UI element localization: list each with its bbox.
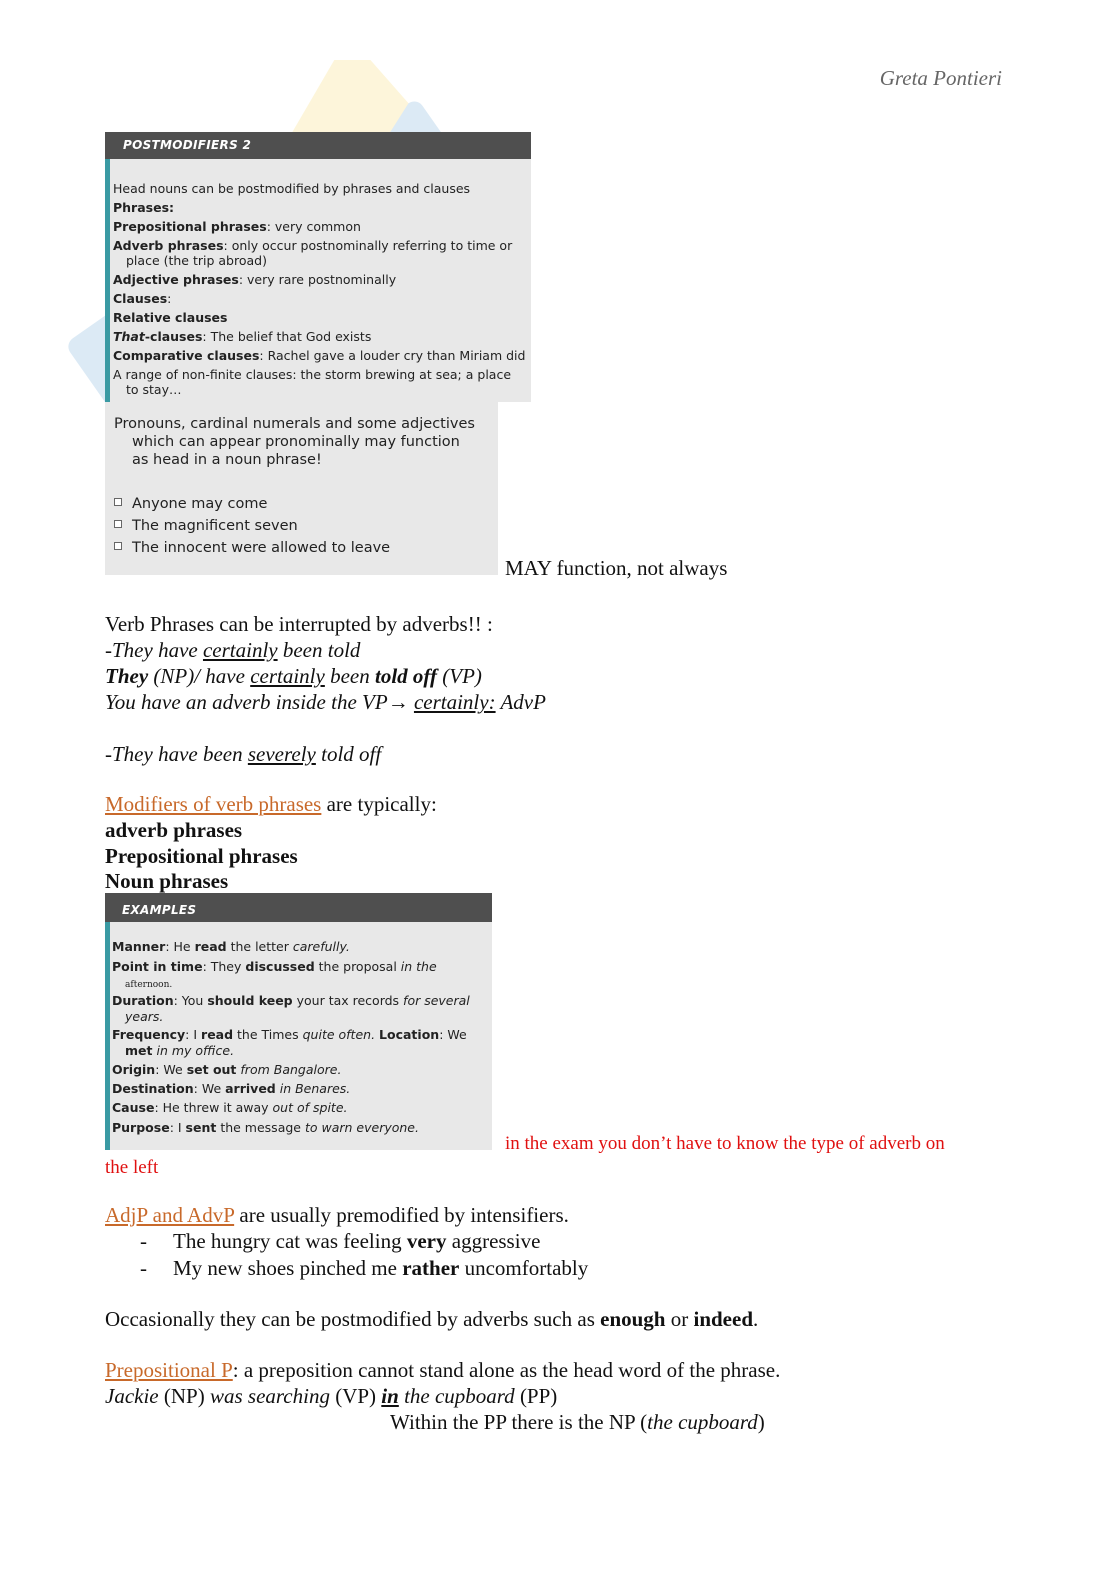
example-line: Cause: He threw it away out of spite. bbox=[112, 1100, 348, 1115]
slide-accent-bar bbox=[105, 132, 110, 402]
examples-slide bbox=[105, 893, 492, 1150]
prep-within: Within the PP there is the NP (the cupboard) bbox=[390, 1410, 765, 1434]
slide-header: POSTMODIFIERS 2 bbox=[105, 132, 531, 159]
slide-text-line: Phrases: bbox=[113, 200, 175, 215]
postmodified-note: Occasionally they can be postmodified by adverbs such as enough or indeed. bbox=[105, 1307, 759, 1331]
bullet-icon bbox=[114, 542, 122, 550]
modifier-item: Noun phrases bbox=[105, 869, 229, 893]
example-line: Duration: You should keep your tax records for several bbox=[112, 993, 470, 1008]
slide-intro-line: as head in a noun phrase! bbox=[132, 452, 322, 468]
slide-text-line: Prepositional phrases: very common bbox=[113, 219, 361, 234]
list-dash: - bbox=[140, 1229, 147, 1253]
slide-text-line: Head nouns can be postmodified by phrases and clauses bbox=[113, 181, 471, 196]
modifiers-link[interactable]: Modifiers of verb phrases bbox=[105, 792, 322, 816]
slide-text-line: place (the trip abroad) bbox=[126, 253, 267, 268]
example-line: Origin: We set out from Bangalore. bbox=[112, 1062, 342, 1077]
slide-intro-line: which can appear pronominally may function bbox=[132, 434, 460, 450]
example-line: Frequency: I read the Times quite often. Location: We bbox=[112, 1027, 467, 1042]
slide-text-line: A range of non-finite clauses: the storm brewing at sea; a place bbox=[113, 367, 512, 382]
arrow-icon: → bbox=[387, 690, 409, 714]
bullet-item: The magnificent seven bbox=[132, 518, 298, 534]
example-line: met in my office. bbox=[125, 1043, 235, 1058]
adjp-item: My new shoes pinched me rather uncomfortably bbox=[173, 1256, 589, 1280]
slide-accent-bar bbox=[105, 893, 110, 1150]
exam-note-line1: in the exam you don’t have to know the type of adverb on bbox=[505, 1133, 945, 1154]
slide-text-line: Adjective phrases: very rare postnominally bbox=[113, 272, 397, 287]
bullet-item: The innocent were allowed to leave bbox=[132, 540, 391, 556]
verb-example-4: -They have been severely told off bbox=[105, 742, 382, 766]
slide-text-line: That-clauses: The belief that God exists bbox=[113, 329, 372, 344]
slide-intro-line: Pronouns, cardinal numerals and some adjectives bbox=[114, 416, 475, 432]
verb-example-3: You have an adverb inside the VP→ certainly: AdvP bbox=[105, 690, 546, 714]
prep-link[interactable]: Prepositional P bbox=[105, 1358, 233, 1382]
verb-example-2: They (NP)/ have certainly been told off (VP) bbox=[105, 664, 482, 688]
adjp-item: The hungry cat was feeling very aggressive bbox=[173, 1229, 541, 1253]
example-line: Destination: We arrived in Benares. bbox=[112, 1081, 351, 1096]
slide-text-line: Relative clauses bbox=[113, 310, 228, 325]
example-line: years. bbox=[125, 1009, 164, 1024]
postmodifiers-slide bbox=[105, 132, 531, 402]
bullet-item: Anyone may come bbox=[132, 496, 268, 512]
slide-text-line: Adverb phrases: only occur postnominally referring to time or bbox=[113, 238, 513, 253]
may-note: MAY function, not always bbox=[505, 556, 728, 580]
slide-text-line: Comparative clauses: Rachel gave a louder cry than Miriam did bbox=[113, 348, 526, 363]
modifiers-heading: Modifiers of verb phrases are typically: bbox=[105, 792, 437, 816]
author-name: Greta Pontieri bbox=[879, 66, 1002, 90]
prep-heading: Prepositional P: a preposition cannot stand alone as the head word of the phrase. bbox=[105, 1358, 781, 1382]
modifier-item: adverb phrases bbox=[105, 818, 243, 842]
bullet-icon bbox=[114, 498, 122, 506]
slide-header: EXAMPLES bbox=[105, 893, 492, 922]
verb-example-1: -They have certainly been told bbox=[105, 638, 361, 662]
example-line: afternoon. bbox=[125, 980, 173, 990]
bullet-icon bbox=[114, 520, 122, 528]
verb-intro: Verb Phrases can be interrupted by adverbs!! : bbox=[105, 612, 493, 636]
slide-text-line: to stay… bbox=[126, 382, 182, 397]
example-line: Purpose: I sent the message to warn everyone. bbox=[112, 1120, 419, 1135]
example-line: Manner: He read the letter carefully. bbox=[112, 939, 350, 954]
prep-example: Jackie (NP) was searching (VP) in the cupboard (PP) bbox=[105, 1384, 558, 1408]
example-line: Point in time: They discussed the proposal in the bbox=[112, 959, 437, 974]
modifier-item: Prepositional phrases bbox=[105, 844, 298, 868]
adjp-link[interactable]: AdjP and AdvP bbox=[105, 1203, 235, 1227]
slide-text-line: Clauses: bbox=[113, 291, 172, 306]
pronouns-slide bbox=[105, 402, 498, 575]
adjp-heading: AdjP and AdvP are usually premodified by intensifiers. bbox=[105, 1203, 569, 1227]
list-dash: - bbox=[140, 1256, 147, 1280]
exam-note-line2: the left bbox=[105, 1157, 159, 1178]
